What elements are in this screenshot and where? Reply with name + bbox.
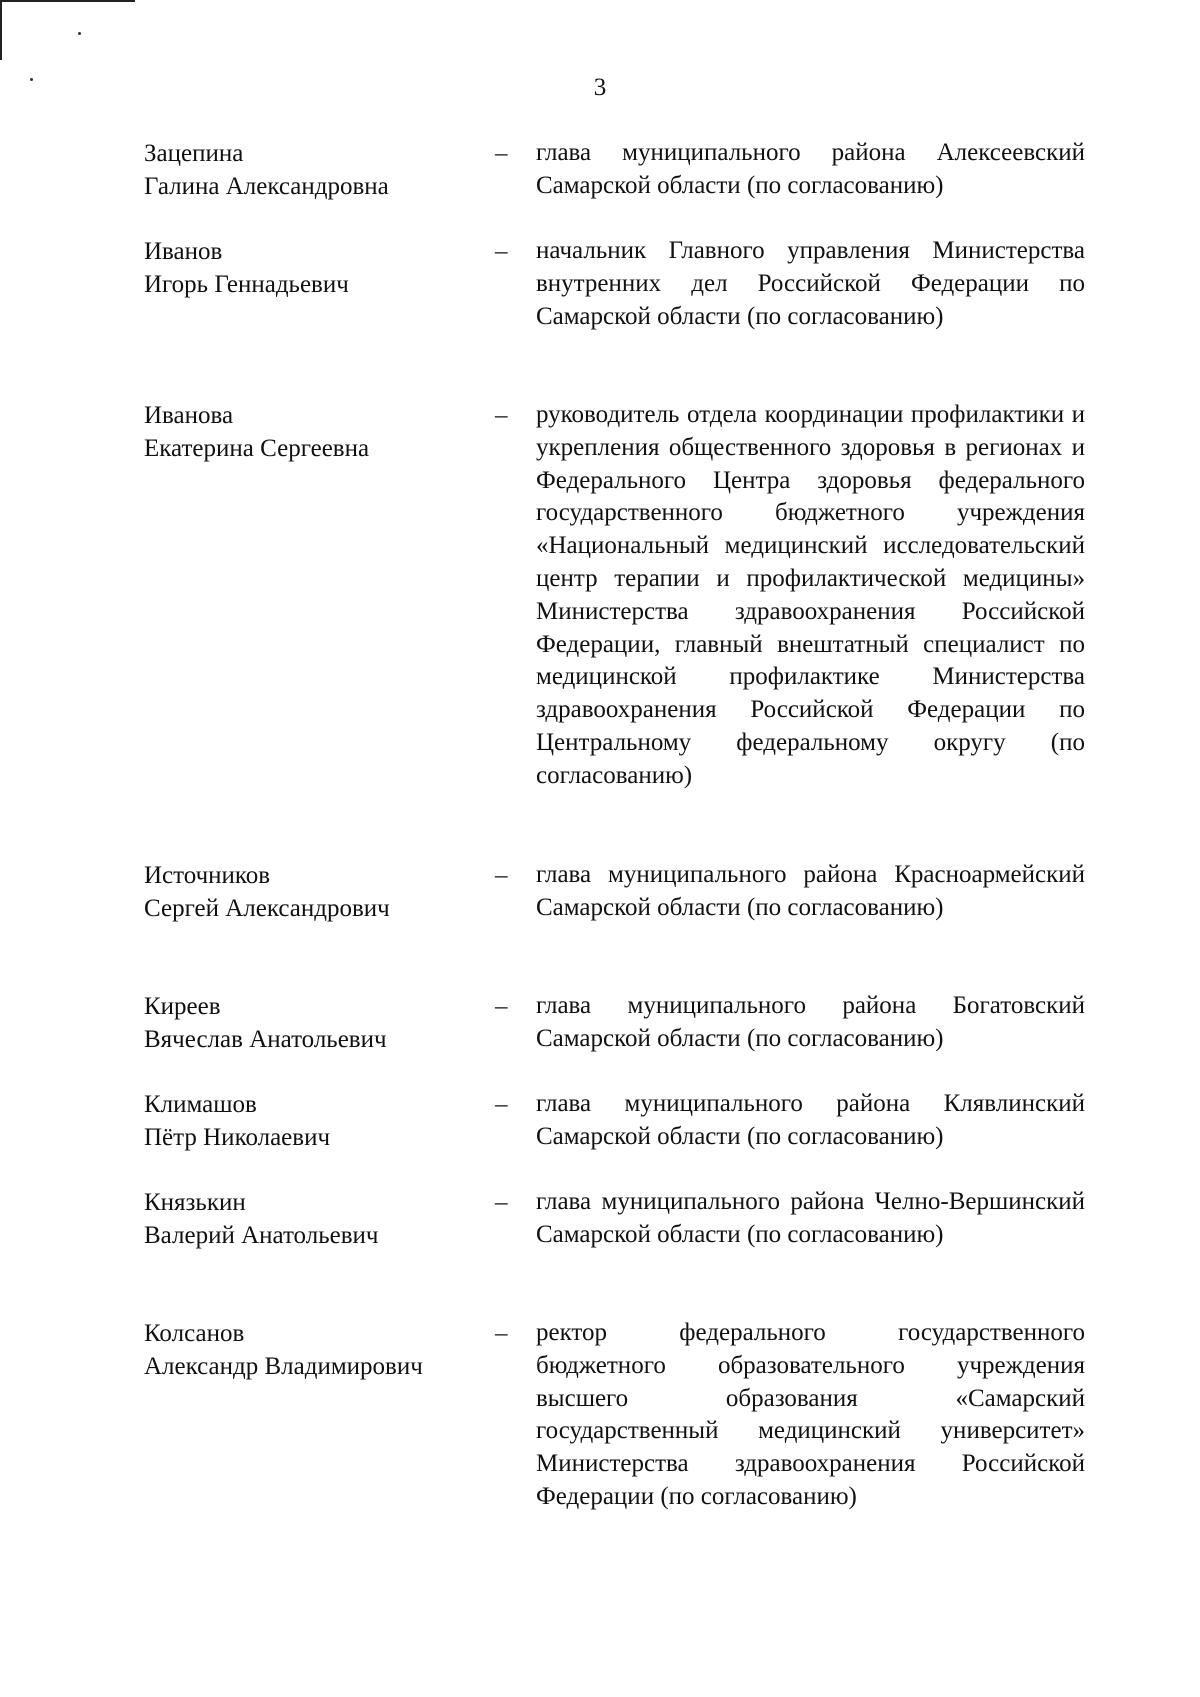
member-name [144,1088,484,1154]
member-position: глава муниципального района Клявлинский Самарской области (по согласованию) [536,1090,1085,1150]
separator-dash: – [495,140,508,167]
member-position: глава муниципального района Алексеевский Самарской области (по согласованию) [536,139,1085,199]
member-given-name: Екатерина Сергеевна [144,435,370,462]
member-position: ректор федерального государственного бюджетного образовательного учреждения высшего образования «Самарский государственный медицинский университет» Министерства здравоохранения Российской Федерации (по согласованию) [536,1319,1085,1510]
member-name [144,137,484,203]
scan-edge-line [0,0,2,60]
member-name [144,235,484,301]
member-surname: Зацепина [144,140,244,167]
member-surname: Киреев [144,993,221,1020]
separator-dash: – [495,1091,508,1118]
separator-dash: – [495,1189,508,1216]
member-position: начальник Главного управления Министерства внутренних дел Российской Федерации по Самарской области (по согласованию) [536,237,1085,330]
separator-dash: – [495,993,508,1020]
member-given-name: Пётр Николаевич [144,1124,331,1151]
member-surname: Князькин [144,1189,246,1216]
page-number: 3 [593,74,607,101]
member-surname: Колсанов [144,1320,245,1347]
member-position: глава муниципального района Красноармейский Самарской области (по согласованию) [536,861,1085,921]
member-given-name: Сергей Александрович [144,895,390,922]
member-given-name: Валерий Анатольевич [144,1222,379,1249]
member-name [144,859,484,925]
member-surname: Климашов [144,1091,257,1118]
member-position: руководитель отдела координации профилактики и укрепления общественного здоровья в регионах и Федерального Центра здоровья федерального государственного бюджетного учреждения «Национальный медицинский исследовательский центр терапии и профилактической медицины» Министерства здравоохранения Российской Федерации, главный внештатный специалист по медицинской профилактике Министерства здравоохранения Российской Федерации по Центральному федеральному округу (по согласованию) [536,401,1085,789]
member-surname: Иванов [144,238,223,265]
member-name [144,399,484,465]
separator-dash: – [495,402,508,429]
member-given-name: Александр Владимирович [144,1353,423,1380]
member-given-name: Игорь Геннадьевич [144,271,349,298]
member-position: глава муниципального района Богатовский Самарской области (по согласованию) [536,992,1085,1052]
separator-dash: – [495,238,508,265]
member-given-name: Галина Александровна [144,173,389,200]
member-name [144,990,484,1056]
separator-dash: – [495,862,508,889]
member-position: глава муниципального района Челно-Вершинский Самарской области (по согласованию) [536,1188,1085,1248]
scan-edge-line [0,0,135,2]
member-name [144,1186,484,1252]
member-given-name: Вячеслав Анатольевич [144,1026,387,1053]
scan-speck [78,32,81,35]
member-surname: Иванова [144,402,234,429]
member-name [144,1317,484,1383]
member-surname: Источников [144,862,271,889]
separator-dash: – [495,1320,508,1347]
